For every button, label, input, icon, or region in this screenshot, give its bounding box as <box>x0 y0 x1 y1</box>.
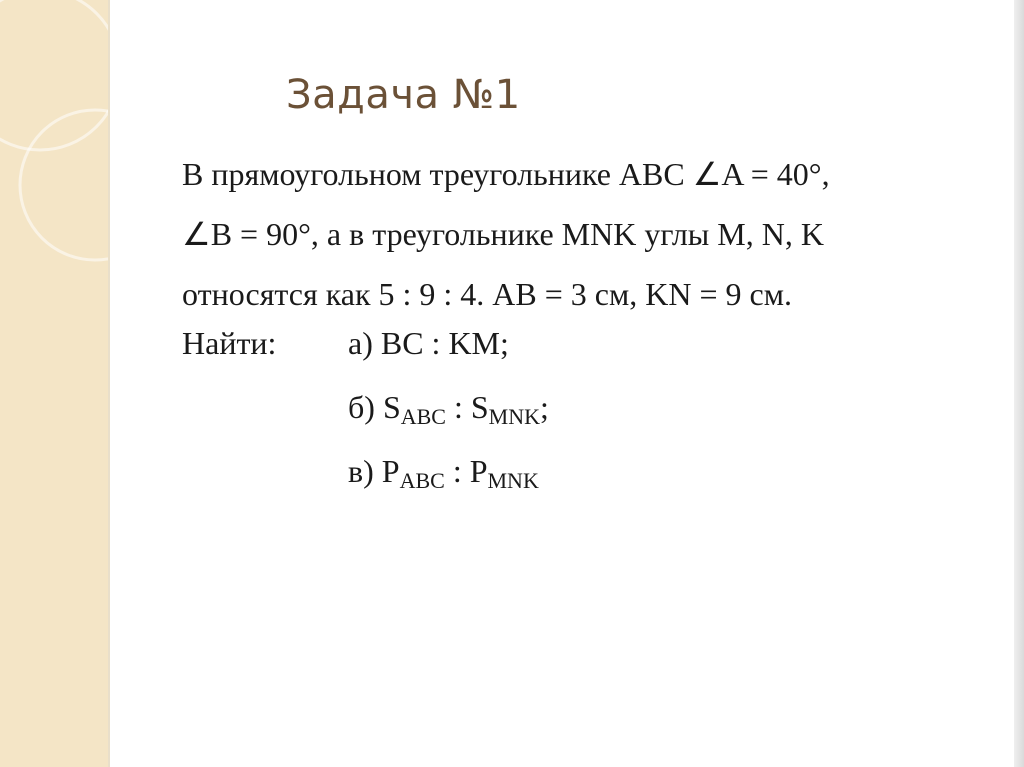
find-label: Найти: <box>182 325 277 361</box>
page-edge-shadow <box>1014 0 1024 767</box>
decorative-side-panel <box>0 0 110 767</box>
find-item-c <box>348 453 539 493</box>
problem-line-1: В прямоугольном треугольнике ABC ∠A = 40°, <box>182 156 830 192</box>
find-item-b <box>348 389 549 429</box>
find-item-c-sub1: ABC <box>399 468 445 493</box>
slide-title: Задача №1 <box>286 72 521 118</box>
find-item-c-middle: : P <box>444 453 488 489</box>
problem-line-3: относятся как 5 : 9 : 4. AB = 3 см, KN = 9 см. <box>182 276 792 312</box>
problem-line-2: ∠B = 90°, а в треугольнике MNK углы M, N, K <box>182 216 824 252</box>
problem-statement <box>182 144 1002 324</box>
find-item-c-sub2: MNK <box>487 468 539 493</box>
find-item-b-middle: : S <box>445 389 489 425</box>
find-item-a: а) BC : KM; <box>348 325 509 361</box>
find-item-b-sub2: MNK <box>488 404 541 429</box>
decorative-ring-2 <box>20 110 108 260</box>
decorative-rings <box>0 0 108 767</box>
find-item-b-prefix: б) S <box>348 389 401 425</box>
find-item-c-prefix: в) P <box>348 453 400 489</box>
find-item-b-suffix: ; <box>540 389 549 425</box>
find-item-b-sub1: ABC <box>400 404 446 429</box>
decorative-ring-1 <box>0 0 108 150</box>
